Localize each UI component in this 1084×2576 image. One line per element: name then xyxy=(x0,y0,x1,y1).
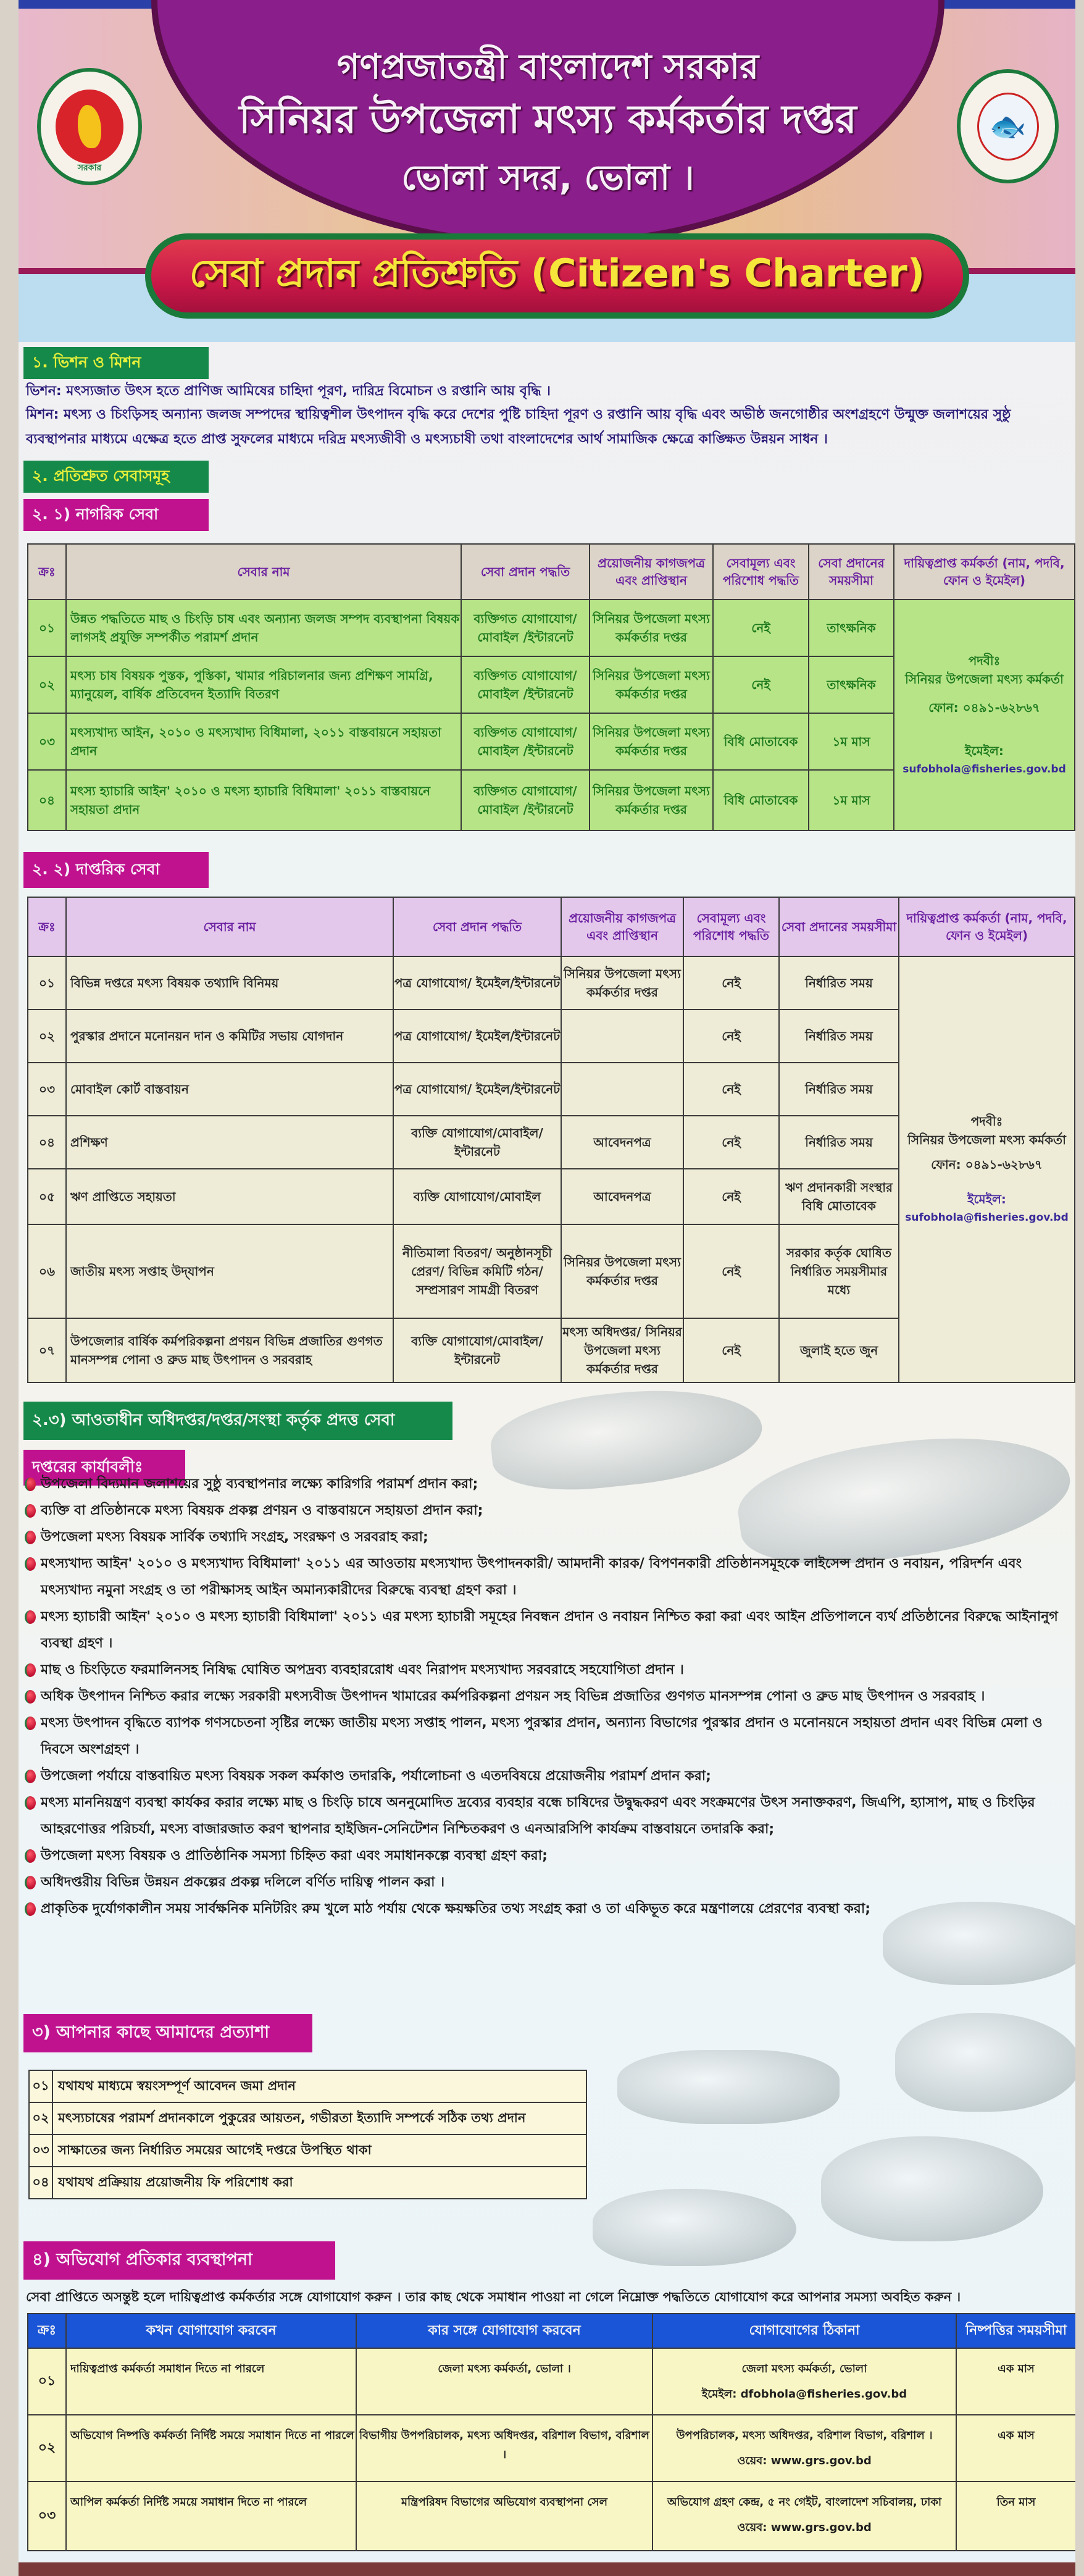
list-item xyxy=(25,1604,1068,1657)
cell-serial: ০৩ xyxy=(28,2482,66,2551)
cell-fee: নেই xyxy=(683,1318,779,1382)
officer-designation: সিনিয়র উপজেলা মৎস্য কর্মকর্তা xyxy=(905,672,1064,687)
cell-method: ব্যক্তি যোগাযোগ/মোবাইল/ইন্টারনেট xyxy=(393,1116,561,1169)
bottom-frame-edge xyxy=(19,2562,1075,2576)
cell-serial: ০৫ xyxy=(28,1169,66,1224)
cell-timeframe: ঋণ প্রদানকারী সংস্থার বিধি মোতাবেক xyxy=(779,1169,899,1224)
cell-serial: ০১ xyxy=(29,2070,52,2102)
section-tag-grievance: ৪) অভিযোগ প্রতিকার ব্যবস্থাপনা xyxy=(23,2241,335,2280)
activity-text: অধিক উৎপাদন নিশ্চিত করার লক্ষ্যে সরকারী মৎস্যবীজ উৎপাদন খামারের কর্মপরিকল্পনা প্রণয়ন সহ বিভিন্ন প্রজাতির গুণগত মানসম্পন্ন পোনা ও ব্রুড মাছ উৎপাদন ও সরবরাহ । xyxy=(41,1689,985,1704)
cell-timeframe: ১ম মাস xyxy=(809,770,894,830)
address-line: অভিযোগ গ্রহণ কেন্দ্র, ৫ নং গেইট, বাংলাদেশ সচিবালয়, ঢাকা xyxy=(667,2496,942,2509)
office-activities-list xyxy=(25,1471,1068,1922)
bullet-icon xyxy=(25,1478,36,1491)
cell-serial: ০২ xyxy=(28,656,66,713)
activity-text: প্রাকৃতিক দুর্যোগকালীন সময় সার্বক্ষনিক মনিটরিং রুম খুলে মাঠ পর্যায় থেকে ক্ষয়ক্ষতির তথ্য সংগ্রহ করা ও তা একিভূত করে মন্ত্রণালয়ে প্রেরণের ব্যবস্থা করা; xyxy=(41,1901,870,1917)
vision-text: ভিশন: মৎস্যজাত উৎস হতে প্রাণিজ আমিষের চাহিদা পূরণ, দারিদ্র বিমোচন ও রপ্তানি আয় বৃদ্ধি । xyxy=(26,383,551,399)
address-email-link[interactable]: ইমেইল: dfobhola@fisheries.gov.bd xyxy=(701,2388,907,2401)
cell-documents: সিনিয়র উপজেলা মৎস্য কর্মকর্তার দপ্তর xyxy=(561,956,683,1010)
cell-serial: ০৩ xyxy=(28,1063,66,1116)
cell-timeframe: তাৎক্ষনিক xyxy=(809,600,894,656)
address-line: জেলা মৎস্য কর্মকর্তা, ভোলা xyxy=(741,2362,867,2375)
cell-when: দায়িত্বপ্রাপ্ত কর্মকর্তা সমাধান দিতে না পারলে xyxy=(66,2348,356,2415)
cell-serial: ০৩ xyxy=(28,713,66,770)
cell-documents xyxy=(561,1010,683,1063)
col-header-documents: প্রয়োজনীয় কাগজপত্র এবং প্রাপ্তিস্থান xyxy=(561,897,683,956)
cell-serial: ০৭ xyxy=(28,1318,66,1382)
cell-service-name: প্রশিক্ষণ xyxy=(66,1116,393,1169)
cell-fee: নেই xyxy=(683,1116,779,1169)
office-services-table xyxy=(27,897,1075,1383)
cell-service-name: জাতীয় মৎস্য সপ্তাহ উদ্‌যাপন xyxy=(66,1224,393,1318)
cell-method: ব্যক্তি যোগাযোগ/মোবাইল xyxy=(393,1169,561,1224)
address-web-link[interactable]: ওয়েব: www.grs.gov.bd xyxy=(737,2454,872,2467)
cell-responsible-officer xyxy=(894,600,1075,830)
officer-email-label: ইমেইল: xyxy=(967,1192,1006,1206)
cell-service-name: পুরস্কার প্রদানে মনোনয়ন দান ও কমিটির সভায় যোগদান xyxy=(66,1010,393,1063)
bullet-icon xyxy=(25,1557,36,1571)
activity-text: মৎস্যখাদ্য আইন' ২০১০ ও মৎস্যখাদ্য বিধিমালা' ২০১১ এর আওতায় মৎস্যখাদ্য উৎপাদনকারী/ আমদানী কারক/ বিপণনকারী প্রতিষ্ঠানসমূহকে লাইসেন্স প্রদান ও নবায়ন, পরিদর্শন এবং মৎস্যখাদ্য নমুনা সংগ্রহ ও তা পরীক্ষাসহ আইন অমান্যকারীদের বিরুদ্ধে ব্যবস্থা গ্রহণ করা । xyxy=(41,1556,1022,1598)
cell-expectation: মৎস্যচাষের পরামর্শ প্রদানকালে পুকুরের আয়তন, গভীরতা ইত্যাদি সম্পর্কে সঠিক তথ্য প্রদান xyxy=(52,2102,586,2135)
cell-address xyxy=(652,2415,956,2482)
cell-responsible-officer xyxy=(899,956,1075,1382)
bullet-icon xyxy=(25,1796,36,1810)
col-header-when: কখন যোগাযোগ করবেন xyxy=(66,2314,356,2348)
cell-method: নীতিমালা বিতরণ/ অনুষ্ঠানসূচী প্রেরণ/ বিভিন্ন কমিটি গঠন/ সম্প্রসারণ সামগ্রী বিতরণ xyxy=(393,1224,561,1318)
table-row xyxy=(29,2167,586,2199)
activity-text: উপজেলা বিদ্যমান জলাশয়ের সুষ্ঠু ব্যবস্থাপনার লক্ষ্যে কারিগরি পরামর্শ প্রদান করা; xyxy=(41,1476,478,1492)
grievance-intro: সেবা প্রাপ্তিতে অসন্তুষ্ট হলে দায়িত্বপ্রাপ্ত কর্মকর্তার সঙ্গে যোগাযোগ করুন । তার কাছ থেকে সমাধান পাওয়া না গেলে নিম্নোক্ত পদ্ধতিতে যোগাযোগ করে আপনার সমস্যা অবহিত করুন । xyxy=(26,2290,961,2304)
cell-expectation: যথাযথ প্রক্রিয়ায় প্রয়োজনীয় ফি পরিশোধ করা xyxy=(52,2167,586,2199)
activity-text: উপজেলা মৎস্য বিষয়ক ও প্রাতিষ্ঠানিক সমস্যা চিহ্নিত করা এবং সমাধানকল্পে ব্যবস্থা গ্রহণ করা; xyxy=(41,1848,548,1863)
cell-service-name: বিভিন্ন দপ্তরে মৎস্য বিষয়ক তথ্যাদি বিনিময় xyxy=(66,956,393,1010)
col-header-method: সেবা প্রদান পদ্ধতি xyxy=(461,544,590,600)
cell-timeframe: নির্ধারিত সময় xyxy=(779,956,899,1010)
bullet-icon xyxy=(25,1504,36,1518)
cell-whom: মন্ত্রিপরিষদ বিভাগের অভিযোগ ব্যবস্থাপনা সেল xyxy=(356,2482,652,2551)
cell-documents: আবেদনপত্র xyxy=(561,1169,683,1224)
table-row xyxy=(29,2070,586,2102)
officer-designation-label: পদবীঃ xyxy=(970,1114,1003,1129)
section-tag-office-services: ২. ২) দাপ্তরিক সেবা xyxy=(23,852,209,888)
charter-title-banner xyxy=(145,233,969,319)
cell-expectation: যথাযথ মাধ্যমে স্বয়ংসম্পূর্ণ আবেদন জমা প্রদান xyxy=(52,2070,586,2102)
expectations-table xyxy=(28,2070,587,2199)
cell-serial: ০১ xyxy=(28,956,66,1010)
table-row xyxy=(29,2102,586,2135)
col-header-documents: প্রয়োজনীয় কাগজপত্র এবং প্রাপ্তিস্থান xyxy=(590,544,713,600)
activity-text: ব্যক্তি বা প্রতিষ্ঠানকে মৎস্য বিষয়ক প্রকল্প প্রণয়ন ও বাস্তবায়নে সহায়তা প্রদান করা; xyxy=(41,1503,483,1518)
cell-serial: ০৩ xyxy=(29,2135,52,2167)
section-tag-expectations: ৩) আপনার কাছে আমাদের প্রত্যাশা xyxy=(23,2014,312,2052)
rohu-fish-illustration xyxy=(593,2189,796,2266)
col-header-fee: সেবামূল্য এবং পরিশোধ পদ্ধতি xyxy=(683,897,779,956)
list-item xyxy=(25,1710,1068,1763)
section-tag-vision-mission: ১. ভিশন ও মিশন xyxy=(23,347,209,379)
cell-when: আপিল কর্মকর্তা নির্দিষ্ট সময়ে সমাধান দিতে না পারলে xyxy=(66,2482,356,2551)
officer-phone: ফোন: ০৪৯১-৬২৮৬৭ xyxy=(928,700,1040,715)
cell-address xyxy=(652,2348,956,2415)
activity-text: মৎস্য হ্যাচারী আইন' ২০১০ ও মৎস্য হ্যাচারী বিধিমালা' ২০১১ এর মৎস্য হ্যাচারী সমূহের নিবন্ধন প্রদান ও নবায়ন নিশ্চিত করা করা এবং আইন প্রতিপালনে ব্যর্থ প্রতিষ্ঠানের বিরুদ্ধে আইনানুগ ব্যবস্থা গ্রহণ । xyxy=(41,1609,1058,1651)
section-tag-office-activities: দপ্তরের কার্যাবলীঃ xyxy=(23,1450,185,1486)
table-row xyxy=(28,2415,1076,2482)
list-item xyxy=(25,1896,1068,1922)
list-item xyxy=(25,1869,1068,1896)
cell-documents: সিনিয়র উপজেলা মৎস্য কর্মকর্তার দপ্তর xyxy=(590,713,713,770)
cell-whom: জেলা মৎস্য কর্মকর্তা, ভোলা । xyxy=(356,2348,652,2415)
cell-timeframe: জুলাই হতে জুন xyxy=(779,1318,899,1382)
carp-fish-illustration xyxy=(895,2013,1080,2112)
cell-timeframe: তাৎক্ষনিক xyxy=(809,656,894,713)
cell-serial: ০৬ xyxy=(28,1224,66,1318)
activity-text: উপজেলা পর্যায়ে বাস্তবায়িত মৎস্য বিষয়ক সকল কর্মকাণ্ড তদারকি, পর্যালোচনা ও এতদবিষয়ে প্রয়োজনীয় পরামর্শ প্রদান করা; xyxy=(41,1768,711,1784)
cell-documents xyxy=(561,1063,683,1116)
col-header-service-name: সেবার নাম xyxy=(66,897,393,956)
col-header-officer: দায়িত্বপ্রাপ্ত কর্মকর্তা (নাম, পদবি, ফোন ও ইমেইল) xyxy=(894,544,1075,600)
officer-email-link[interactable]: sufobhola@fisheries.gov.bd xyxy=(903,763,1066,776)
list-item xyxy=(25,1657,1068,1683)
cell-resolution-time: এক মাস xyxy=(956,2415,1076,2482)
bangladesh-govt-emblem-icon xyxy=(37,68,142,185)
office-location: ভোলা সদর, ভোলা । xyxy=(401,158,694,198)
fish-icon: 🐟 xyxy=(977,93,1039,161)
cell-service-name: ঋণ প্রাপ্তিতে সহায়তা xyxy=(66,1169,393,1224)
bullet-icon xyxy=(25,1663,36,1677)
officer-designation-label: পদবীঃ xyxy=(968,653,1001,668)
list-item xyxy=(25,1763,1068,1789)
activity-text: মৎস্য মাননিয়ন্ত্রণ ব্যবস্থা কার্যকর করার লক্ষ্যে মাছ ও চিংড়ি চাষে অননুমোদিত দ্রব্যের ব্যবহার বন্ধে চাষিদের উদ্বুদ্ধকরণ এবং সংক্রমণের উৎস সনাক্তকরণ, জিএপি, হ্যাসাপ, মাছ ও চিংড়ির আহরণোত্তর পরিচর্যা, মৎস্য বাজারজাত করণ স্থাপনার হাইজিন-সেনিটেশন নিশ্চিতকরণ ও এনআরসিপি কার্যক্রম বাস্তবায়নে তদারকি করা; xyxy=(41,1795,1035,1837)
col-header-resolution-time: নিষ্পত্তির সময়সীমা xyxy=(956,2314,1076,2348)
office-title: সিনিয়র উপজেলা মৎস্য কর্মকর্তার দপ্তর xyxy=(239,97,857,143)
cell-documents: সিনিয়র উপজেলা মৎস্য কর্মকর্তার দপ্তর xyxy=(590,600,713,656)
cell-address xyxy=(652,2482,956,2551)
table-row xyxy=(29,2135,586,2167)
cell-serial: ০৪ xyxy=(28,770,66,830)
list-item xyxy=(25,1550,1068,1604)
cell-fee: নেই xyxy=(683,1010,779,1063)
cell-fee: বিধি মোতাবেক xyxy=(713,770,809,830)
table-row xyxy=(28,956,1075,1010)
table-header-row xyxy=(28,2314,1076,2348)
pangas-fish-illustration-2 xyxy=(821,2136,1043,2241)
col-header-service-name: সেবার নাম xyxy=(66,544,461,600)
list-item xyxy=(25,1683,1068,1710)
col-header-fee: সেবামূল্য এবং পরিশোধ পদ্ধতি xyxy=(713,544,809,600)
col-header-timeframe: সেবা প্রদানের সময়সীমা xyxy=(779,897,899,956)
cell-serial: ০২ xyxy=(28,2415,66,2482)
cell-fee: নেই xyxy=(683,956,779,1010)
cell-fee: নেই xyxy=(683,1169,779,1224)
department-of-fisheries-logo-icon xyxy=(957,69,1059,183)
cell-resolution-time: তিন মাস xyxy=(956,2482,1076,2551)
cell-method: ব্যক্তি যোগাযোগ/মোবাইল/ ইন্টারনেট xyxy=(393,1318,561,1382)
bullet-icon xyxy=(25,1849,36,1863)
cell-method: ব্যক্তিগত যোগাযোগ/ মোবাইল /ইন্টারনেট xyxy=(461,713,590,770)
section-tag-affiliated-services: ২.৩) আওতাধীন অধিদপ্তর/দপ্তর/সংস্থা কর্তৃক প্রদত্ত সেবা xyxy=(23,1402,452,1440)
cell-fee: বিধি মোতাবেক xyxy=(713,713,809,770)
bullet-icon xyxy=(25,1876,36,1889)
cell-service-name: মৎস্য চাষ বিষয়ক পুস্তক, পুস্তিকা, খামার পরিচালনার জন্য প্রশিক্ষণ সামগ্রি, ম্যানুয়েল, বার্ষিক প্রতিবেদন ইত্যাদি বিতরণ xyxy=(66,656,461,713)
cell-service-name: মৎস্যখাদ্য আইন, ২০১০ ও মৎস্যখাদ্য বিধিমালা, ২০১১ বাস্তবায়নে সহায়তা প্রদান xyxy=(66,713,461,770)
activity-text: মৎস্য উৎপাদন বৃদ্ধিতে ব্যাপক গণসচেতনা সৃষ্টির লক্ষ্যে জাতীয় মৎস্য সপ্তাহ পালন, মৎস্য পুরস্কার প্রদান, অন্যান্য বিভাগের পুরস্কার প্রদান ও মনোনয়নে সহায়তা প্রদান এবং বিভিন্ন মেলা ও দিবসে অংশগ্রহণ । xyxy=(41,1715,1043,1757)
table-header-row xyxy=(28,544,1075,600)
activity-text: অধিদপ্তরীয় বিভিন্ন উন্নয়ন প্রকল্পের প্রকল্প দলিলে বর্ণিত দায়িত্ব পালন করা । xyxy=(41,1875,445,1890)
bullet-icon xyxy=(25,1610,36,1624)
cell-service-name: উপজেলার বার্ষিক কর্মপরিকল্পনা প্রণয়ন বিভিন্ন প্রজাতির গুণগত মানসম্পন্ন পোনা ও ব্রুড মাছ উৎপাদন ও সরবরাহ xyxy=(66,1318,393,1382)
officer-designation: সিনিয়র উপজেলা মৎস্য কর্মকর্তা xyxy=(907,1132,1066,1147)
col-header-address: যোগাযোগের ঠিকানা xyxy=(652,2314,956,2348)
section-tag-citizen-services: ২. ১) নাগরিক সেবা xyxy=(23,499,209,531)
cell-method: পত্র যোগাযোগ/ ইমেইল/ইন্টারনেট xyxy=(393,1010,561,1063)
activity-text: উপজেলা মৎস্য বিষয়ক সার্বিক তথ্যাদি সংগ্রহ, সংরক্ষণ ও সরবরাহ করা; xyxy=(41,1529,428,1545)
cell-service-name: মোবাইল কোর্ট বাস্তবায়ন xyxy=(66,1063,393,1116)
cell-serial: ০১ xyxy=(28,600,66,656)
citizen-services-table xyxy=(27,543,1075,831)
cell-documents: সিনিয়র উপজেলা মৎস্য কর্মকর্তার দপ্তর xyxy=(590,770,713,830)
list-item xyxy=(25,1789,1068,1842)
govt-title: গণপ্রজাতন্ত্রী বাংলাদেশ সরকার xyxy=(336,47,759,87)
charter-title: সেবা প্রদান প্রতিশ্রুতি (Citizen's Charter) xyxy=(189,250,925,296)
officer-phone: ফোন: ০৪৯১-৬২৮৬৭ xyxy=(931,1157,1043,1172)
section-tag-services: ২. প্রতিশ্রুত সেবাসমূহ xyxy=(23,461,209,493)
address-web-link[interactable]: ওয়েব: www.grs.gov.bd xyxy=(737,2521,872,2534)
address-line: উপপরিচালক, মৎস্য অধিদপ্তর, বরিশাল বিভাগ, বরিশাল । xyxy=(676,2429,933,2442)
cell-whom: বিভাগীয় উপপরিচালক, মৎস্য অধিদপ্তর, বরিশাল বিভাগ, বরিশাল । xyxy=(356,2415,652,2482)
list-item xyxy=(25,1497,1068,1524)
list-item xyxy=(25,1524,1068,1550)
col-header-timeframe: সেবা প্রদানের সময়সীমা xyxy=(809,544,894,600)
cell-fee: নেই xyxy=(713,600,809,656)
cell-fee: নেই xyxy=(713,656,809,713)
table-row xyxy=(28,600,1075,656)
cell-resolution-time: এক মাস xyxy=(956,2348,1076,2415)
cell-service-name: মৎস্য হ্যাচারি আইন' ২০১০ ও মৎস্য হ্যাচারি বিধিমালা' ২০১১ বাস্তবায়নে সহায়তা প্রদান xyxy=(66,770,461,830)
cell-documents: সিনিয়র উপজেলা মৎস্য কর্মকর্তার দপ্তর xyxy=(561,1224,683,1318)
list-item xyxy=(25,1471,1068,1497)
cell-serial: ০২ xyxy=(29,2102,52,2135)
cell-documents: আবেদনপত্র xyxy=(561,1116,683,1169)
cell-timeframe: নির্ধারিত সময় xyxy=(779,1063,899,1116)
cell-serial: ০৪ xyxy=(28,1116,66,1169)
col-header-serial: ক্রঃ xyxy=(28,544,66,600)
cell-method: ব্যক্তিগত যোগাযোগ/ মোবাইল /ইন্টারনেট xyxy=(461,770,590,830)
cell-serial: ০৪ xyxy=(29,2167,52,2199)
grievance-table xyxy=(27,2313,1077,2551)
cell-documents: মৎস্য অধিদপ্তর/ সিনিয়র উপজেলা মৎস্য কর্মকর্তার দপ্তর xyxy=(561,1318,683,1382)
col-header-serial: ক্রঃ xyxy=(28,897,66,956)
table-row xyxy=(28,2482,1076,2551)
cell-documents: সিনিয়র উপজেলা মৎস্য কর্মকর্তার দপ্তর xyxy=(590,656,713,713)
prawn-illustration xyxy=(617,2050,840,2124)
cell-fee: নেই xyxy=(683,1063,779,1116)
cell-method: ব্যক্তিগত যোগাযোগ/ মোবাইল /ইন্টারনেট xyxy=(461,600,590,656)
bullet-icon xyxy=(25,1717,36,1730)
cell-timeframe: সরকার কর্তৃক ঘোষিত নির্ধারিত সময়সীমার মধ্যে xyxy=(779,1224,899,1318)
cell-fee: নেই xyxy=(683,1224,779,1318)
table-header-row xyxy=(28,897,1075,956)
col-header-whom: কার সঙ্গে যোগাযোগ করবেন xyxy=(356,2314,652,2348)
cell-serial: ০২ xyxy=(28,1010,66,1063)
list-item xyxy=(25,1842,1068,1869)
bullet-icon xyxy=(25,1531,36,1544)
officer-email-label: ইমেইল: xyxy=(965,743,1004,758)
activity-text: মাছ ও চিংড়িতে ফরমালিনসহ নিষিদ্ধ ঘোষিত অপদ্রব্য ব্যবহাররোধ এবং নিরাপদ মৎস্যখাদ্য সরবরাহে সহযোগিতা প্রদান । xyxy=(41,1662,684,1678)
cell-method: পত্র যোগাযোগ/ ইমেইল/ইন্টারনেট xyxy=(393,1063,561,1116)
bangladesh-map-icon xyxy=(78,105,101,148)
cell-when: অভিযোগ নিষ্পত্তি কর্মকর্তা নির্দিষ্ট সময়ে সমাধান দিতে না পারলে xyxy=(66,2415,356,2482)
table-row xyxy=(28,2348,1076,2415)
col-header-serial: ক্রঃ xyxy=(28,2314,66,2348)
cell-method: ব্যক্তিগত যোগাযোগ/ মোবাইল /ইন্টারনেট xyxy=(461,656,590,713)
cell-timeframe: নির্ধারিত সময় xyxy=(779,1010,899,1063)
cell-service-name: উন্নত পদ্ধতিতে মাছ ও চিংড়ি চাষ এবং অন্যান্য জলজ সম্পদ ব্যবস্থাপনা বিষয়ক লাগসই প্রযুক্তি সম্পর্কীত পরামর্শ প্রদান xyxy=(66,600,461,656)
mission-text: মিশন: মৎস্য ও চিংড়িসহ অন্যান্য জলজ সম্পদের স্থায়িত্বশীল উৎপাদন বৃদ্ধি করে দেশের পুষ্টি চাহিদা পূরণ ও রপ্তানি আয় বৃদ্ধি এবং অভীষ্ঠ জনগোষ্ঠীর অংশগ্রহণে উন্মুক্ত জলাশয়ের সুষ্ঠু ব্যবস্থাপনার মাধ্যমে এক্ষেত্র হতে প্রাপ্ত সুফলের মাধ্যমে দরিদ্র মৎস্যজীবী ও মৎস্যচাষী তথা বাংলাদেশের আর্থ সামাজিক ক্ষেত্রে কাঙ্ক্ষিত উন্নয়ন সাধন । xyxy=(26,407,1011,447)
col-header-officer: দায়িত্বপ্রাপ্ত কর্মকর্তা (নাম, পদবি, ফোন ও ইমেইল) xyxy=(899,897,1075,956)
cell-timeframe: নির্ধারিত সময় xyxy=(779,1116,899,1169)
cell-method: পত্র যোগাযোগ/ ইমেইল/ইন্টারনেট xyxy=(393,956,561,1010)
bullet-icon xyxy=(25,1770,36,1783)
emblem-caption: সরকার xyxy=(77,163,102,173)
emblem-red-disc xyxy=(56,90,123,164)
cell-expectation: সাক্ষাতের জন্য নির্ধারিত সময়ের আগেই দপ্তরে উপস্থিত থাকা xyxy=(52,2135,586,2167)
bullet-icon xyxy=(25,1690,36,1704)
col-header-method: সেবা প্রদান পদ্ধতি xyxy=(393,897,561,956)
cell-serial: ০১ xyxy=(28,2348,66,2415)
officer-email-link[interactable]: sufobhola@fisheries.gov.bd xyxy=(905,1211,1069,1224)
bullet-icon xyxy=(25,1902,36,1916)
cell-timeframe: ১ম মাস xyxy=(809,713,894,770)
